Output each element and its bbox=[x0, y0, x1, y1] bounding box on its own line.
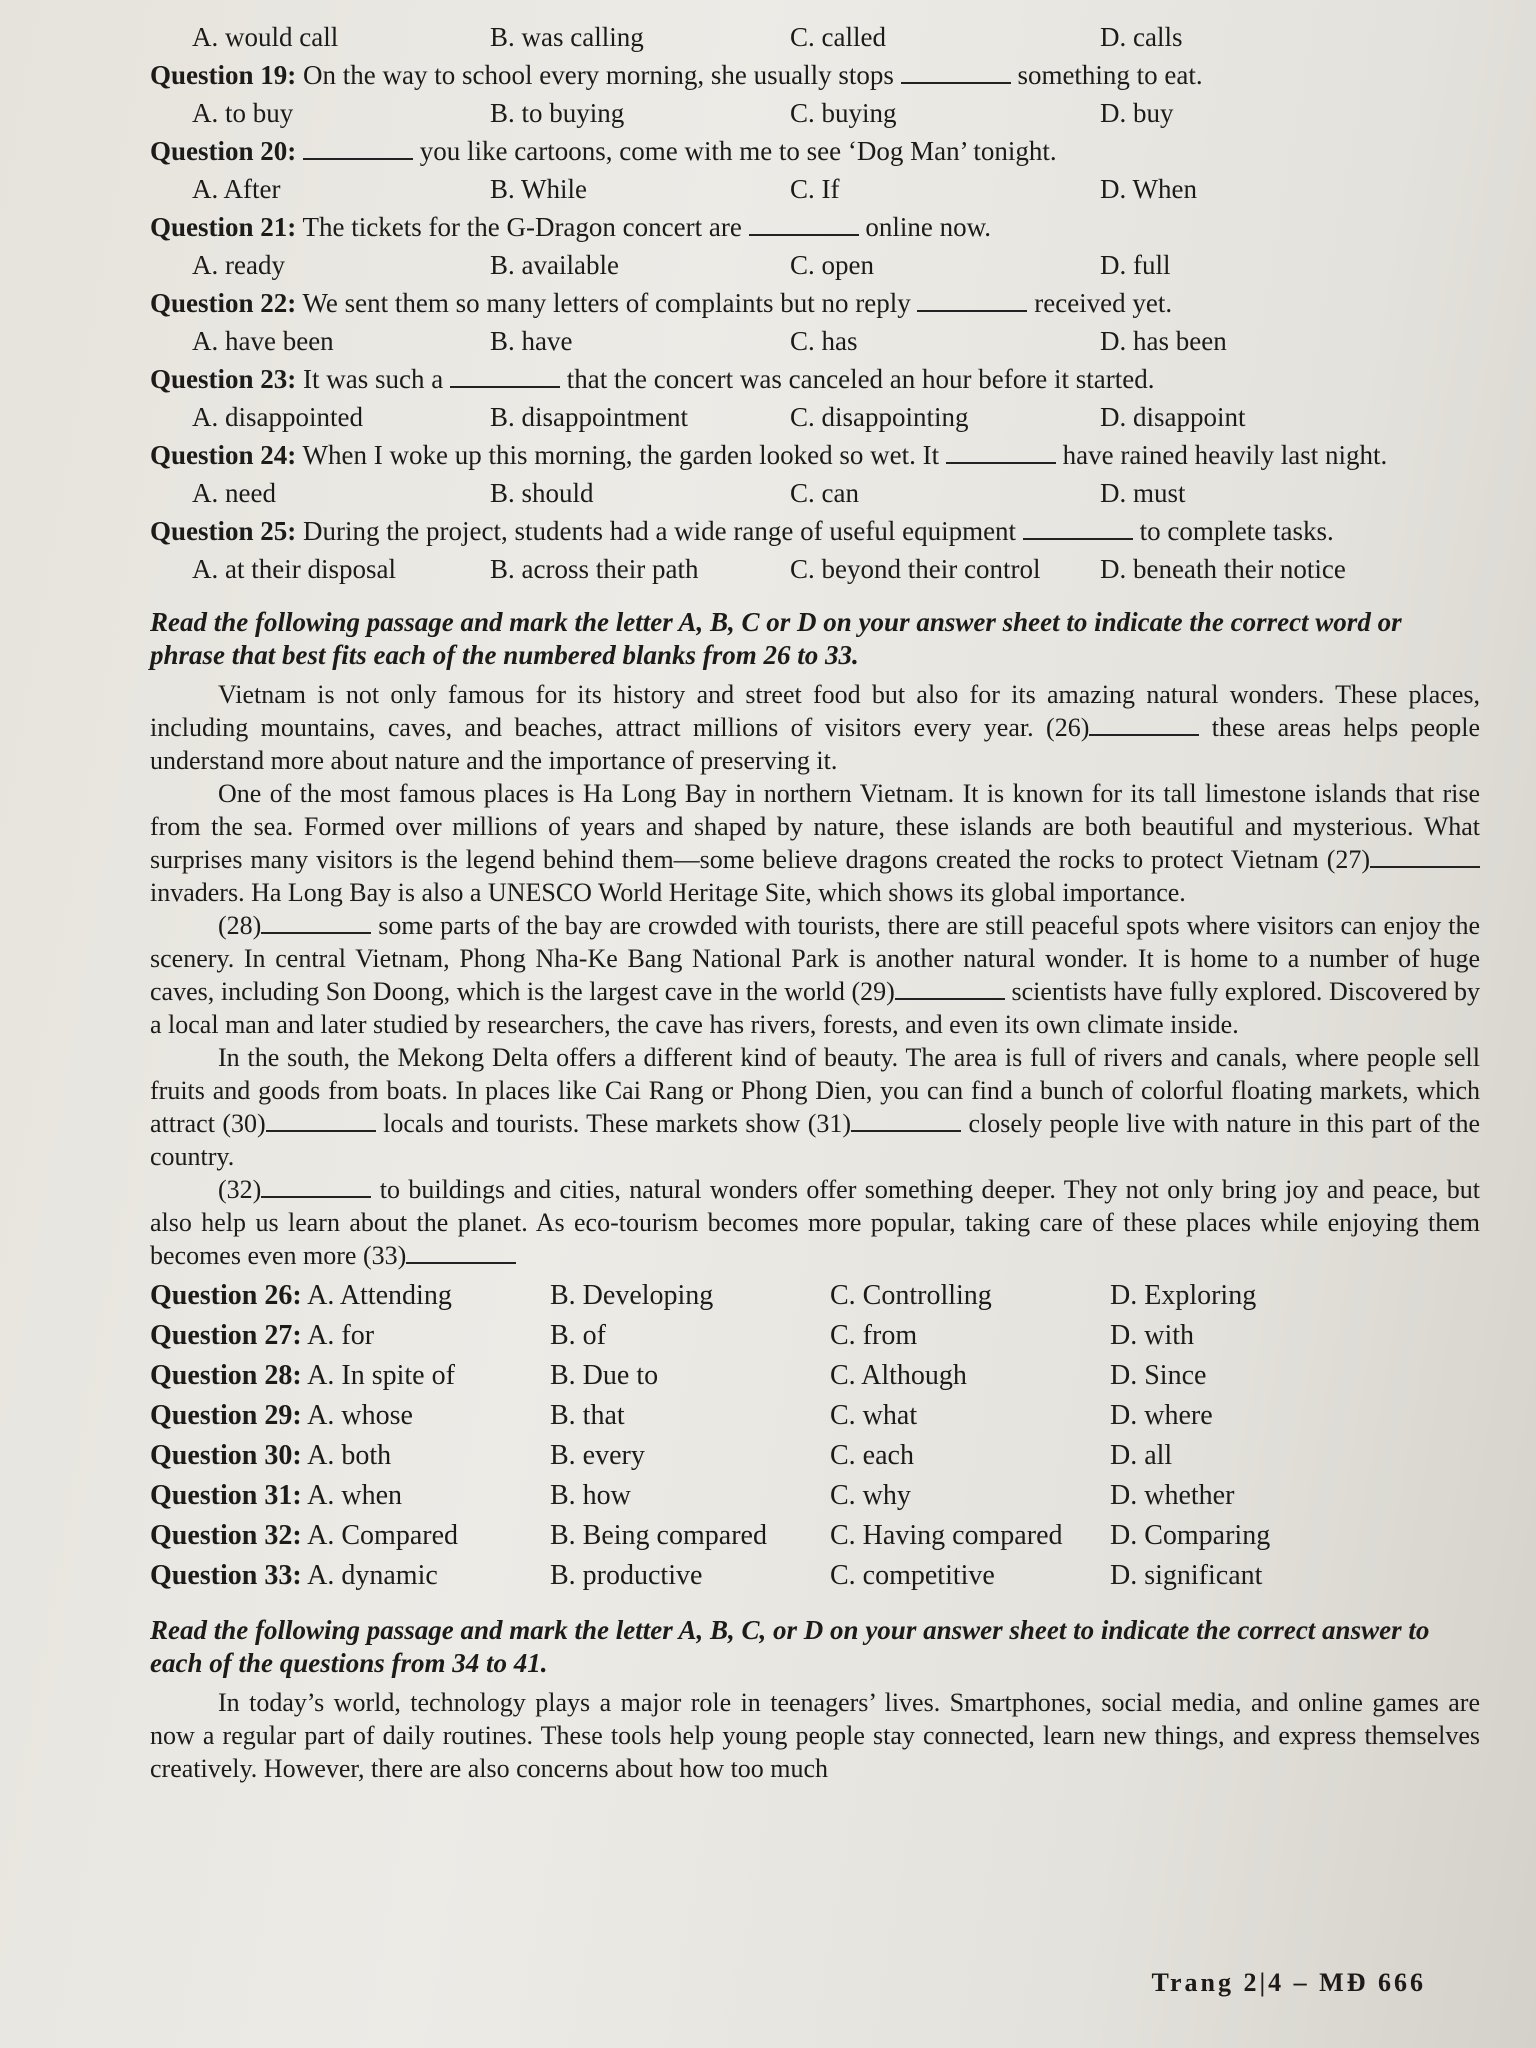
answer-blank bbox=[261, 1174, 371, 1198]
question-text: On the way to school every morning, she usually stops bbox=[303, 60, 894, 90]
q22-options bbox=[150, 322, 1480, 360]
option-a-text: A. when bbox=[307, 1480, 403, 1511]
option-c: C. beyond their control bbox=[790, 554, 1041, 584]
question-label: Question 27: bbox=[150, 1320, 302, 1351]
option-d: D. When bbox=[1100, 174, 1197, 204]
passage-paragraph-1 bbox=[150, 678, 1480, 777]
blank-number-30: (30) bbox=[222, 1109, 266, 1138]
question-30-row bbox=[150, 1436, 1480, 1476]
option-d: D. whether bbox=[1110, 1480, 1235, 1511]
option-a bbox=[150, 1436, 391, 1476]
question-19 bbox=[150, 56, 1480, 94]
option-d: D. significant bbox=[1110, 1560, 1263, 1591]
question-text: During the project, students had a wide range of useful equipment bbox=[303, 516, 1017, 546]
answer-blank bbox=[1023, 516, 1133, 540]
option-d: D. calls bbox=[1100, 22, 1183, 52]
option-c: C. can bbox=[790, 478, 859, 508]
instruction-cloze: Read the following passage and mark the letter A, B, C or D on your answer sheet to indicate the correct word or phrase that best fits each of the numbered blanks from 26 to 33. bbox=[150, 607, 1402, 670]
option-b: B. should bbox=[490, 478, 594, 508]
option-b: B. Being compared bbox=[550, 1520, 767, 1551]
option-d: D. full bbox=[1100, 250, 1171, 280]
passage-2-paragraph-1: In today’s world, technology plays a major role in teenagers’ lives. Smartphones, social media, and online games are now a regular part of daily routines. These tools help young people stay connected, learn new things, and express themselves creatively. However, there are also concerns about how too much bbox=[150, 1688, 1480, 1783]
answer-blank bbox=[749, 212, 859, 236]
passage-paragraph-3 bbox=[150, 909, 1480, 1041]
passage-paragraph-5 bbox=[150, 1173, 1480, 1272]
option-d: D. with bbox=[1110, 1320, 1194, 1351]
option-a bbox=[150, 1316, 374, 1356]
question-label: Question 28: bbox=[150, 1360, 302, 1391]
option-d: D. Comparing bbox=[1110, 1520, 1271, 1551]
passage-text: locals and tourists. These markets show bbox=[383, 1109, 801, 1138]
answer-blank bbox=[266, 1108, 376, 1132]
option-d: D. buy bbox=[1100, 98, 1174, 128]
instruction-reading: Read the following passage and mark the letter A, B, C, or D on your answer sheet to indicate the correct answer to each of the questions from 34 to 41. bbox=[150, 1615, 1430, 1678]
question-32-row bbox=[150, 1516, 1480, 1556]
option-a bbox=[150, 1396, 413, 1436]
answer-blank bbox=[917, 288, 1027, 312]
option-b: B. Developing bbox=[550, 1280, 714, 1311]
option-b: B. productive bbox=[550, 1560, 703, 1591]
option-c: C. open bbox=[790, 250, 874, 280]
question-33-row bbox=[150, 1556, 1480, 1596]
passage-text: invaders. Ha Long Bay is also a UNESCO World Heritage Site, which shows its global importance. bbox=[150, 878, 1186, 907]
exam-content bbox=[150, 18, 1480, 1785]
question-23 bbox=[150, 360, 1480, 398]
option-a-text: A. both bbox=[307, 1440, 392, 1471]
q21-options bbox=[150, 246, 1480, 284]
option-b: B. that bbox=[550, 1400, 625, 1431]
passage-text: closely people live with nature in this part of the country. bbox=[150, 1109, 1481, 1171]
question-24 bbox=[150, 436, 1480, 474]
q18-options bbox=[150, 18, 1480, 56]
blank-number-28: (28) bbox=[218, 911, 262, 940]
question-31-row bbox=[150, 1476, 1480, 1516]
question-25 bbox=[150, 512, 1480, 550]
option-c: C. competitive bbox=[830, 1560, 995, 1591]
blank-number-29: (29) bbox=[851, 977, 895, 1006]
question-28-row bbox=[150, 1356, 1480, 1396]
option-d: D. Since bbox=[1110, 1360, 1207, 1391]
answer-blank bbox=[303, 136, 413, 160]
option-c: C. each bbox=[830, 1440, 914, 1471]
option-c: C. Having compared bbox=[830, 1520, 1063, 1551]
option-c: C. Controlling bbox=[830, 1280, 992, 1311]
question-label: Question 19: bbox=[150, 60, 297, 90]
option-d: D. beneath their notice bbox=[1100, 554, 1346, 584]
question-label: Question 24: bbox=[150, 440, 297, 470]
blank-number-33: (33) bbox=[362, 1241, 407, 1270]
option-d: D. must bbox=[1100, 478, 1186, 508]
option-b: B. While bbox=[490, 174, 587, 204]
option-c: C. buying bbox=[790, 98, 897, 128]
option-b: B. available bbox=[490, 250, 619, 280]
passage-text: In the south, the Mekong Delta offers a different kind of beauty. The area is full of rivers and canals, where people sell fruits and goods from boats. In places like Cai Rang or Phong Dien, you can find a bunch of colorful floating markets, which attract bbox=[150, 1043, 1480, 1138]
option-a bbox=[150, 1356, 455, 1396]
option-b: B. of bbox=[550, 1320, 606, 1351]
passage-text: these areas helps people understand more about nature and the importance of preserving it. bbox=[150, 713, 1480, 775]
option-a-text: A. whose bbox=[307, 1400, 413, 1431]
passage-text: some parts of the bay are crowded with tourists, there are still peaceful spots where visitors can enjoy the scenery. In central Vietnam, Phong Nha-Ke Bang National Park is another natural wonder. It is home to a number of huge caves, including Son Doong, which is the largest cave in the world bbox=[150, 911, 1481, 1006]
blank-number-27: (27) bbox=[1326, 845, 1371, 874]
option-c: C. has bbox=[790, 326, 858, 356]
passage-text: Vietnam is not only famous for its history and street food but also for its amazing natural wonders. These places, including mountains, caves, and beaches, attract millions of visitors every year. bbox=[150, 680, 1480, 742]
question-text-after: received yet. bbox=[1034, 288, 1173, 318]
option-a: A. have been bbox=[192, 326, 334, 356]
option-a-text: A. Compared bbox=[307, 1520, 459, 1551]
option-a bbox=[150, 1276, 452, 1316]
question-29-row bbox=[150, 1396, 1480, 1436]
question-text-after: to complete tasks. bbox=[1139, 516, 1334, 546]
answer-options-26-33 bbox=[150, 1276, 1480, 1596]
q20-options bbox=[150, 170, 1480, 208]
question-label: Question 31: bbox=[150, 1480, 302, 1511]
option-c: C. If bbox=[790, 174, 840, 204]
blank-number-32: (32) bbox=[218, 1175, 262, 1204]
option-c: C. Although bbox=[830, 1360, 967, 1391]
option-b: B. disappointment bbox=[490, 402, 688, 432]
passage-paragraph-2 bbox=[150, 777, 1480, 909]
option-d: D. all bbox=[1110, 1440, 1173, 1471]
passage-text: One of the most famous places is Ha Long Bay in northern Vietnam. It is known for its tall limestone islands that rise from the sea. Formed over millions of years and shaped by nature, these islands are both beautiful and mysterious. What surprises many visitors is the legend behind them—some believe dragons created the rocks to protect Vietnam bbox=[150, 779, 1480, 874]
question-text: When I woke up this morning, the garden looked so wet. It bbox=[302, 440, 940, 470]
answer-blank bbox=[851, 1108, 961, 1132]
option-c: C. disappointing bbox=[790, 402, 969, 432]
option-a-text: A. for bbox=[307, 1320, 375, 1351]
question-27-row bbox=[150, 1316, 1480, 1356]
answer-blank bbox=[895, 976, 1005, 1000]
passage-text: scientists have fully explored. Discovered by a local man and later studied by researchers, the cave has rivers, forests, and even its own climate inside. bbox=[150, 977, 1481, 1039]
question-text-after: you like cartoons, come with me to see ‘Dog Man’ tonight. bbox=[419, 136, 1057, 166]
option-a bbox=[150, 1556, 438, 1596]
q23-options bbox=[150, 398, 1480, 436]
question-text-after: have rained heavily last night. bbox=[1062, 440, 1388, 470]
question-text: It was such a bbox=[303, 364, 444, 394]
option-c: C. called bbox=[790, 22, 886, 52]
option-b: B. was calling bbox=[490, 22, 644, 52]
question-label: Question 33: bbox=[150, 1560, 302, 1591]
option-a: A. would call bbox=[192, 22, 339, 52]
option-a-text: A. In spite of bbox=[307, 1360, 455, 1391]
answer-blank bbox=[1089, 712, 1199, 736]
option-a: A. After bbox=[192, 174, 281, 204]
question-label: Question 23: bbox=[150, 364, 297, 394]
answer-blank bbox=[901, 60, 1011, 84]
question-text-after: something to eat. bbox=[1017, 60, 1203, 90]
blank-number-31: (31) bbox=[807, 1109, 852, 1138]
option-a: A. ready bbox=[192, 250, 285, 280]
question-label: Question 20: bbox=[150, 136, 297, 166]
question-text: We sent them so many letters of complaints but no reply bbox=[302, 288, 911, 318]
q24-options bbox=[150, 474, 1480, 512]
question-21 bbox=[150, 208, 1480, 246]
option-b: B. every bbox=[550, 1440, 645, 1471]
option-a-text: A. Attending bbox=[307, 1280, 452, 1311]
question-label: Question 32: bbox=[150, 1520, 302, 1551]
option-b: B. to buying bbox=[490, 98, 625, 128]
option-a: A. disappointed bbox=[192, 402, 363, 432]
q25-options bbox=[150, 550, 1480, 588]
blank-number-26: (26) bbox=[1046, 713, 1090, 742]
question-20 bbox=[150, 132, 1480, 170]
option-d: D. Exploring bbox=[1110, 1280, 1257, 1311]
question-label: Question 29: bbox=[150, 1400, 302, 1431]
question-text-after: that the concert was canceled an hour before it started. bbox=[566, 364, 1155, 394]
option-b: B. have bbox=[490, 326, 573, 356]
option-a-text: A. dynamic bbox=[307, 1560, 438, 1591]
q19-options bbox=[150, 94, 1480, 132]
option-c: C. from bbox=[830, 1320, 918, 1351]
passage-text: to buildings and cities, natural wonders offer something deeper. They not only bring joy and peace, but also help us learn about the planet. As eco-tourism becomes more popular, taking care of these places while enjoying them becomes even more bbox=[150, 1175, 1480, 1270]
question-label: Question 22: bbox=[150, 288, 297, 318]
question-22 bbox=[150, 284, 1480, 322]
answer-blank bbox=[261, 910, 371, 934]
passage-paragraph-4 bbox=[150, 1041, 1480, 1173]
option-d: D. where bbox=[1110, 1400, 1213, 1431]
option-d: D. disappoint bbox=[1100, 402, 1246, 432]
option-a bbox=[150, 1476, 402, 1516]
question-label: Question 25: bbox=[150, 516, 297, 546]
answer-blank bbox=[1370, 844, 1480, 868]
option-a bbox=[150, 1516, 458, 1556]
option-a: A. to buy bbox=[192, 98, 294, 128]
question-label: Question 21: bbox=[150, 212, 297, 242]
question-26-row bbox=[150, 1276, 1480, 1316]
option-b: B. Due to bbox=[550, 1360, 659, 1391]
question-label: Question 26: bbox=[150, 1280, 302, 1311]
option-c: C. why bbox=[830, 1480, 911, 1511]
answer-blank bbox=[406, 1240, 516, 1264]
question-label: Question 30: bbox=[150, 1440, 302, 1471]
option-a: A. need bbox=[192, 478, 276, 508]
option-b: B. how bbox=[550, 1480, 631, 1511]
answer-blank bbox=[450, 364, 560, 388]
option-a: A. at their disposal bbox=[192, 554, 396, 584]
answer-blank bbox=[946, 440, 1056, 464]
option-d: D. has been bbox=[1100, 326, 1227, 356]
question-text-after: online now. bbox=[865, 212, 992, 242]
option-c: C. what bbox=[830, 1400, 918, 1431]
page-footer: Trang 2|4 – MĐ 666 bbox=[1151, 1968, 1426, 1997]
option-b: B. across their path bbox=[490, 554, 699, 584]
question-text: The tickets for the G-Dragon concert are bbox=[302, 212, 742, 242]
